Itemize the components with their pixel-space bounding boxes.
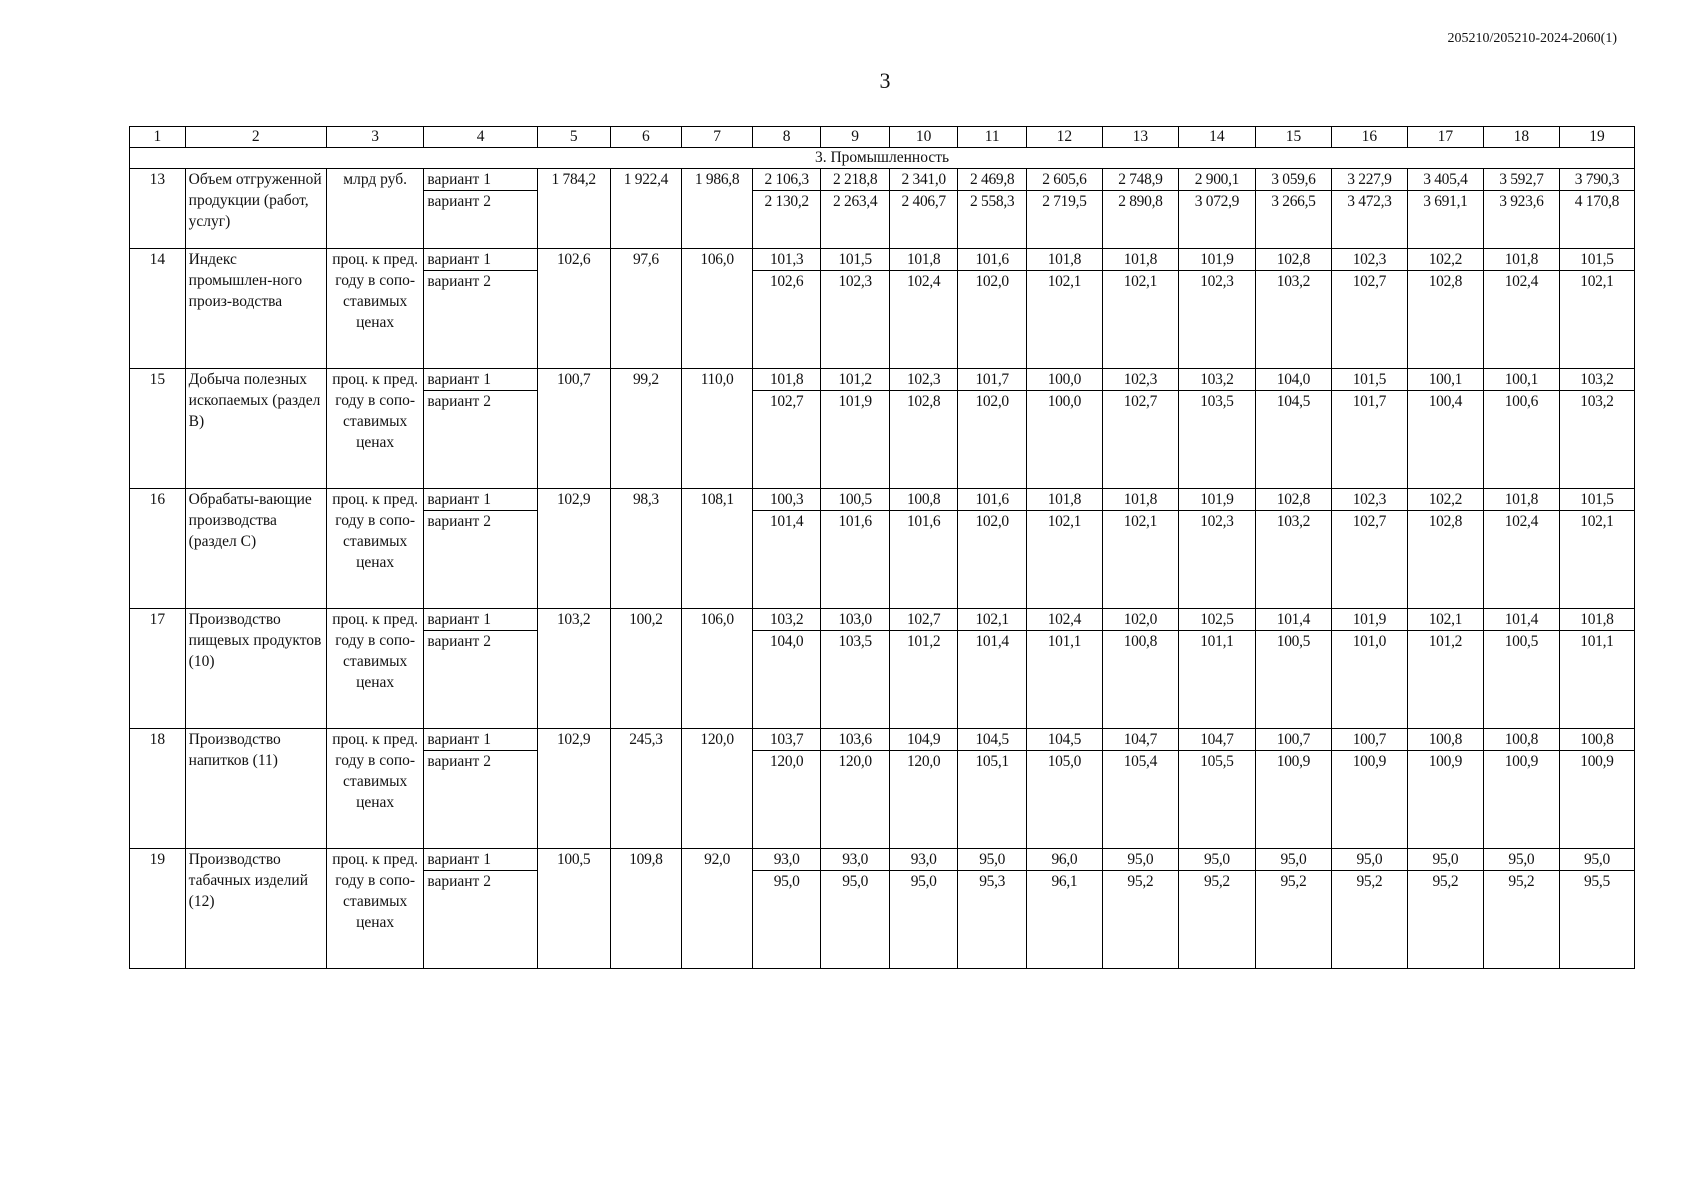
unit-cell: проц. к пред. году в сопо-ставимых ценах (326, 369, 423, 489)
indicator-name: Индекс промышлен-ного произ-водства (185, 249, 326, 369)
variant-2-value: 100,8 (1102, 631, 1178, 729)
variant-2-label: вариант 2 (424, 751, 537, 849)
variant-2-value: 95,2 (1255, 871, 1331, 969)
column-header-15: 15 (1255, 127, 1331, 148)
row-number: 18 (130, 729, 186, 849)
variant-1-value: 104,7 (1102, 729, 1178, 751)
column-header-18: 18 (1483, 127, 1559, 148)
variant-1-value: 3 592,7 (1483, 169, 1559, 191)
variant-2-value: 102,7 (1331, 271, 1407, 369)
variant-1-value: 102,8 (1255, 489, 1331, 511)
column-header-2: 2 (185, 127, 326, 148)
variant-2-value: 102,1 (1102, 271, 1178, 369)
variant-2-value: 95,2 (1407, 871, 1483, 969)
variant-2-value: 100,6 (1483, 391, 1559, 489)
column-header-11: 11 (958, 127, 1027, 148)
variant-1-value: 95,0 (1483, 849, 1559, 871)
variant-1-value: 102,1 (1407, 609, 1483, 631)
variant-2-value: 95,2 (1178, 871, 1255, 969)
variant-1-label: вариант 1 (424, 609, 537, 631)
variant-2-value: 2 130,2 (752, 191, 821, 249)
variant-1-value: 101,8 (752, 369, 821, 391)
variant-2-value: 102,7 (1102, 391, 1178, 489)
variant-2-value: 101,4 (752, 511, 821, 609)
variant-1-value: 101,2 (821, 369, 890, 391)
unit-cell: проц. к пред. году в сопо-ставимых ценах (326, 609, 423, 729)
variant-2-value: 95,0 (889, 871, 958, 969)
variant-1-value: 102,4 (1026, 609, 1102, 631)
variant-2-value: 102,3 (821, 271, 890, 369)
column-header-10: 10 (889, 127, 958, 148)
variant-2-value: 101,2 (889, 631, 958, 729)
variant-2-value: 102,1 (1559, 511, 1634, 609)
variant-1-value: 102,2 (1407, 249, 1483, 271)
variant-2-label: вариант 2 (424, 511, 537, 609)
base-value: 106,0 (682, 249, 753, 369)
variant-1-value: 103,6 (821, 729, 890, 751)
variant-1-value: 2 218,8 (821, 169, 890, 191)
variant-2-value: 102,1 (1559, 271, 1634, 369)
indicator-name: Производство пищевых продуктов (10) (185, 609, 326, 729)
column-header-14: 14 (1178, 127, 1255, 148)
column-header-8: 8 (752, 127, 821, 148)
variant-1-value: 100,7 (1255, 729, 1331, 751)
base-value: 102,9 (537, 729, 610, 849)
variant-1-label: вариант 1 (424, 489, 537, 511)
variant-1-value: 95,0 (958, 849, 1027, 871)
variant-2-value: 102,7 (1331, 511, 1407, 609)
variant-2-label: вариант 2 (424, 271, 537, 369)
variant-1-value: 96,0 (1026, 849, 1102, 871)
variant-2-value: 102,1 (1026, 271, 1102, 369)
variant-1-value: 93,0 (821, 849, 890, 871)
variant-2-value: 2 558,3 (958, 191, 1027, 249)
variant-2-value: 3 923,6 (1483, 191, 1559, 249)
variant-2-value: 101,4 (958, 631, 1027, 729)
variant-2-value: 4 170,8 (1559, 191, 1634, 249)
variant-2-value: 101,2 (1407, 631, 1483, 729)
variant-2-value: 95,3 (958, 871, 1027, 969)
variant-1-value: 103,2 (1178, 369, 1255, 391)
page-number: 3 (879, 68, 891, 93)
variant-1-value: 100,1 (1483, 369, 1559, 391)
variant-1-label: вариант 1 (424, 729, 537, 751)
variant-1-value: 103,7 (752, 729, 821, 751)
variant-1-label: вариант 1 (424, 369, 537, 391)
indicator-name: Объем отгруженной продукции (работ, услуг) (185, 169, 326, 249)
column-header-17: 17 (1407, 127, 1483, 148)
indicator-name: Добыча полезных ископаемых (раздел B) (185, 369, 326, 489)
base-value: 108,1 (682, 489, 753, 609)
column-header-7: 7 (682, 127, 753, 148)
variant-2-value: 100,5 (1483, 631, 1559, 729)
variant-2-value: 102,1 (1026, 511, 1102, 609)
variant-1-value: 101,5 (1559, 489, 1634, 511)
variant-1-value: 93,0 (889, 849, 958, 871)
variant-1-value: 102,3 (1102, 369, 1178, 391)
variant-2-value: 102,7 (752, 391, 821, 489)
base-value: 245,3 (610, 729, 682, 849)
variant-1-value: 101,8 (889, 249, 958, 271)
column-header-12: 12 (1026, 127, 1102, 148)
table-row (130, 729, 1635, 751)
variant-2-value: 101,6 (889, 511, 958, 609)
variant-2-value: 100,9 (1255, 751, 1331, 849)
variant-1-value: 101,8 (1559, 609, 1634, 631)
variant-2-value: 101,7 (1331, 391, 1407, 489)
variant-2-value: 3 072,9 (1178, 191, 1255, 249)
variant-1-value: 103,2 (1559, 369, 1634, 391)
variant-2-label: вариант 2 (424, 391, 537, 489)
row-number: 16 (130, 489, 186, 609)
variant-2-value: 96,1 (1026, 871, 1102, 969)
base-value: 1 784,2 (537, 169, 610, 249)
unit-cell: проц. к пред. году в сопо-ставимых ценах (326, 729, 423, 849)
variant-1-value: 100,5 (821, 489, 890, 511)
variant-2-value: 103,5 (1178, 391, 1255, 489)
unit-cell: проц. к пред. году в сопо-ставимых ценах (326, 489, 423, 609)
variant-1-value: 3 790,3 (1559, 169, 1634, 191)
table-body (130, 127, 1635, 969)
variant-2-value: 100,4 (1407, 391, 1483, 489)
variant-1-value: 100,8 (1483, 729, 1559, 751)
variant-1-value: 103,2 (752, 609, 821, 631)
variant-2-value: 102,0 (958, 391, 1027, 489)
variant-2-value: 3 472,3 (1331, 191, 1407, 249)
column-header-4: 4 (424, 127, 537, 148)
variant-2-value: 95,2 (1483, 871, 1559, 969)
variant-2-value: 103,2 (1559, 391, 1634, 489)
variant-1-value: 100,7 (1331, 729, 1407, 751)
variant-1-value: 3 405,4 (1407, 169, 1483, 191)
variant-2-value: 3 266,5 (1255, 191, 1331, 249)
variant-1-value: 102,3 (889, 369, 958, 391)
base-value: 99,2 (610, 369, 682, 489)
variant-2-value: 102,4 (1483, 271, 1559, 369)
variant-1-value: 102,3 (1331, 489, 1407, 511)
variant-1-value: 100,8 (1407, 729, 1483, 751)
base-value: 103,2 (537, 609, 610, 729)
variant-1-value: 100,0 (1026, 369, 1102, 391)
variant-2-value: 95,0 (752, 871, 821, 969)
variant-1-value: 95,0 (1559, 849, 1634, 871)
variant-1-value: 101,8 (1026, 249, 1102, 271)
variant-2-value: 95,0 (821, 871, 890, 969)
variant-1-value: 95,0 (1102, 849, 1178, 871)
variant-1-value: 101,5 (1331, 369, 1407, 391)
variant-2-value: 120,0 (889, 751, 958, 849)
column-header-16: 16 (1331, 127, 1407, 148)
variant-2-value: 3 691,1 (1407, 191, 1483, 249)
variant-1-value: 103,0 (821, 609, 890, 631)
variant-1-value: 101,6 (958, 249, 1027, 271)
base-value: 1 922,4 (610, 169, 682, 249)
base-value: 92,0 (682, 849, 753, 969)
variant-1-value: 102,5 (1178, 609, 1255, 631)
row-number: 19 (130, 849, 186, 969)
variant-2-value: 100,9 (1483, 751, 1559, 849)
variant-2-value: 100,0 (1026, 391, 1102, 489)
variant-1-value: 102,2 (1407, 489, 1483, 511)
table-row (130, 489, 1635, 511)
variant-1-value: 101,3 (752, 249, 821, 271)
variant-1-value: 102,0 (1102, 609, 1178, 631)
variant-2-value: 102,4 (1483, 511, 1559, 609)
variant-1-value: 95,0 (1331, 849, 1407, 871)
base-value: 106,0 (682, 609, 753, 729)
variant-2-value: 120,0 (752, 751, 821, 849)
variant-1-value: 101,9 (1178, 249, 1255, 271)
variant-2-value: 2 719,5 (1026, 191, 1102, 249)
variant-2-value: 105,5 (1178, 751, 1255, 849)
forecast-table (129, 126, 1635, 969)
variant-1-value: 101,8 (1102, 489, 1178, 511)
variant-1-label: вариант 1 (424, 249, 537, 271)
variant-1-value: 101,6 (958, 489, 1027, 511)
variant-1-value: 2 469,8 (958, 169, 1027, 191)
variant-2-value: 101,9 (821, 391, 890, 489)
variant-1-value: 93,0 (752, 849, 821, 871)
variant-2-value: 100,9 (1331, 751, 1407, 849)
base-value: 1 986,8 (682, 169, 753, 249)
variant-2-value: 102,3 (1178, 271, 1255, 369)
base-value: 100,2 (610, 609, 682, 729)
unit-cell: проц. к пред. году в сопо-ставимых ценах (326, 249, 423, 369)
table-row (130, 609, 1635, 631)
column-header-9: 9 (821, 127, 890, 148)
base-value: 97,6 (610, 249, 682, 369)
variant-1-value: 104,7 (1178, 729, 1255, 751)
column-header-5: 5 (537, 127, 610, 148)
table-row (130, 249, 1635, 271)
indicator-name: Обрабаты-вающие производства (раздел C) (185, 489, 326, 609)
table-row (130, 369, 1635, 391)
variant-2-value: 100,5 (1255, 631, 1331, 729)
variant-1-value: 101,4 (1483, 609, 1559, 631)
row-number: 13 (130, 169, 186, 249)
variant-2-value: 102,1 (1102, 511, 1178, 609)
variant-2-value: 102,0 (958, 271, 1027, 369)
variant-1-value: 2 748,9 (1102, 169, 1178, 191)
variant-1-label: вариант 1 (424, 849, 537, 871)
variant-1-value: 100,8 (1559, 729, 1634, 751)
variant-1-value: 2 605,6 (1026, 169, 1102, 191)
variant-2-value: 102,8 (1407, 271, 1483, 369)
variant-2-value: 101,0 (1331, 631, 1407, 729)
variant-1-value: 101,8 (1026, 489, 1102, 511)
variant-1-value: 102,8 (1255, 249, 1331, 271)
variant-2-value: 2 890,8 (1102, 191, 1178, 249)
variant-1-value: 95,0 (1407, 849, 1483, 871)
variant-1-value: 101,5 (1559, 249, 1634, 271)
section-title: 3. Промышленность (130, 148, 1635, 169)
variant-2-value: 102,0 (958, 511, 1027, 609)
base-value: 110,0 (682, 369, 753, 489)
row-number: 17 (130, 609, 186, 729)
variant-1-value: 95,0 (1255, 849, 1331, 871)
variant-1-value: 101,8 (1483, 489, 1559, 511)
variant-1-value: 102,1 (958, 609, 1027, 631)
variant-2-label: вариант 2 (424, 631, 537, 729)
variant-2-value: 101,1 (1178, 631, 1255, 729)
base-value: 102,6 (537, 249, 610, 369)
variant-1-value: 101,9 (1178, 489, 1255, 511)
variant-2-label: вариант 2 (424, 191, 537, 249)
variant-1-value: 104,0 (1255, 369, 1331, 391)
variant-2-value: 2 406,7 (889, 191, 958, 249)
column-header-6: 6 (610, 127, 682, 148)
column-header-19: 19 (1559, 127, 1634, 148)
variant-2-value: 104,0 (752, 631, 821, 729)
column-header-3: 3 (326, 127, 423, 148)
variant-2-value: 100,9 (1407, 751, 1483, 849)
variant-2-value: 103,5 (821, 631, 890, 729)
variant-2-label: вариант 2 (424, 871, 537, 969)
base-value: 98,3 (610, 489, 682, 609)
indicator-name: Производство напитков (11) (185, 729, 326, 849)
variant-1-value: 2 900,1 (1178, 169, 1255, 191)
variant-2-value: 105,4 (1102, 751, 1178, 849)
variant-1-value: 95,0 (1178, 849, 1255, 871)
base-value: 100,7 (537, 369, 610, 489)
base-value: 109,8 (610, 849, 682, 969)
variant-2-value: 103,2 (1255, 271, 1331, 369)
row-number: 15 (130, 369, 186, 489)
variant-1-value: 101,9 (1331, 609, 1407, 631)
variant-2-value: 95,2 (1102, 871, 1178, 969)
variant-2-value: 105,1 (958, 751, 1027, 849)
variant-1-value: 101,4 (1255, 609, 1331, 631)
variant-1-label: вариант 1 (424, 169, 537, 191)
variant-1-value: 104,5 (958, 729, 1027, 751)
row-number: 14 (130, 249, 186, 369)
variant-1-value: 101,5 (821, 249, 890, 271)
document-id: 205210/205210-2024-2060(1) (1447, 31, 1617, 46)
base-value: 102,9 (537, 489, 610, 609)
variant-1-value: 101,8 (1102, 249, 1178, 271)
unit-cell: проц. к пред. году в сопо-ставимых ценах (326, 849, 423, 969)
variant-1-value: 100,3 (752, 489, 821, 511)
base-value: 120,0 (682, 729, 753, 849)
base-value: 100,5 (537, 849, 610, 969)
variant-2-value: 102,3 (1178, 511, 1255, 609)
variant-2-value: 102,4 (889, 271, 958, 369)
variant-2-value: 120,0 (821, 751, 890, 849)
variant-2-value: 2 263,4 (821, 191, 890, 249)
variant-2-value: 102,8 (889, 391, 958, 489)
column-number-row (130, 127, 1635, 148)
variant-1-value: 102,7 (889, 609, 958, 631)
variant-1-value: 2 341,0 (889, 169, 958, 191)
variant-2-value: 101,1 (1559, 631, 1634, 729)
variant-1-value: 102,3 (1331, 249, 1407, 271)
variant-1-value: 3 227,9 (1331, 169, 1407, 191)
variant-1-value: 100,8 (889, 489, 958, 511)
variant-2-value: 95,5 (1559, 871, 1634, 969)
variant-2-value: 103,2 (1255, 511, 1331, 609)
unit-cell: млрд руб. (326, 169, 423, 249)
variant-2-value: 101,6 (821, 511, 890, 609)
variant-1-value: 3 059,6 (1255, 169, 1331, 191)
variant-2-value: 101,1 (1026, 631, 1102, 729)
variant-1-value: 104,9 (889, 729, 958, 751)
table-row (130, 849, 1635, 871)
table-row (130, 169, 1635, 191)
variant-2-value: 105,0 (1026, 751, 1102, 849)
variant-2-value: 100,9 (1559, 751, 1634, 849)
variant-2-value: 104,5 (1255, 391, 1331, 489)
indicator-name: Производство табачных изделий (12) (185, 849, 326, 969)
variant-2-value: 95,2 (1331, 871, 1407, 969)
variant-1-value: 101,8 (1483, 249, 1559, 271)
variant-1-value: 2 106,3 (752, 169, 821, 191)
column-header-13: 13 (1102, 127, 1178, 148)
column-header-1: 1 (130, 127, 186, 148)
variant-1-value: 104,5 (1026, 729, 1102, 751)
variant-2-value: 102,6 (752, 271, 821, 369)
variant-2-value: 102,8 (1407, 511, 1483, 609)
variant-1-value: 101,7 (958, 369, 1027, 391)
variant-1-value: 100,1 (1407, 369, 1483, 391)
section-row (130, 148, 1635, 169)
